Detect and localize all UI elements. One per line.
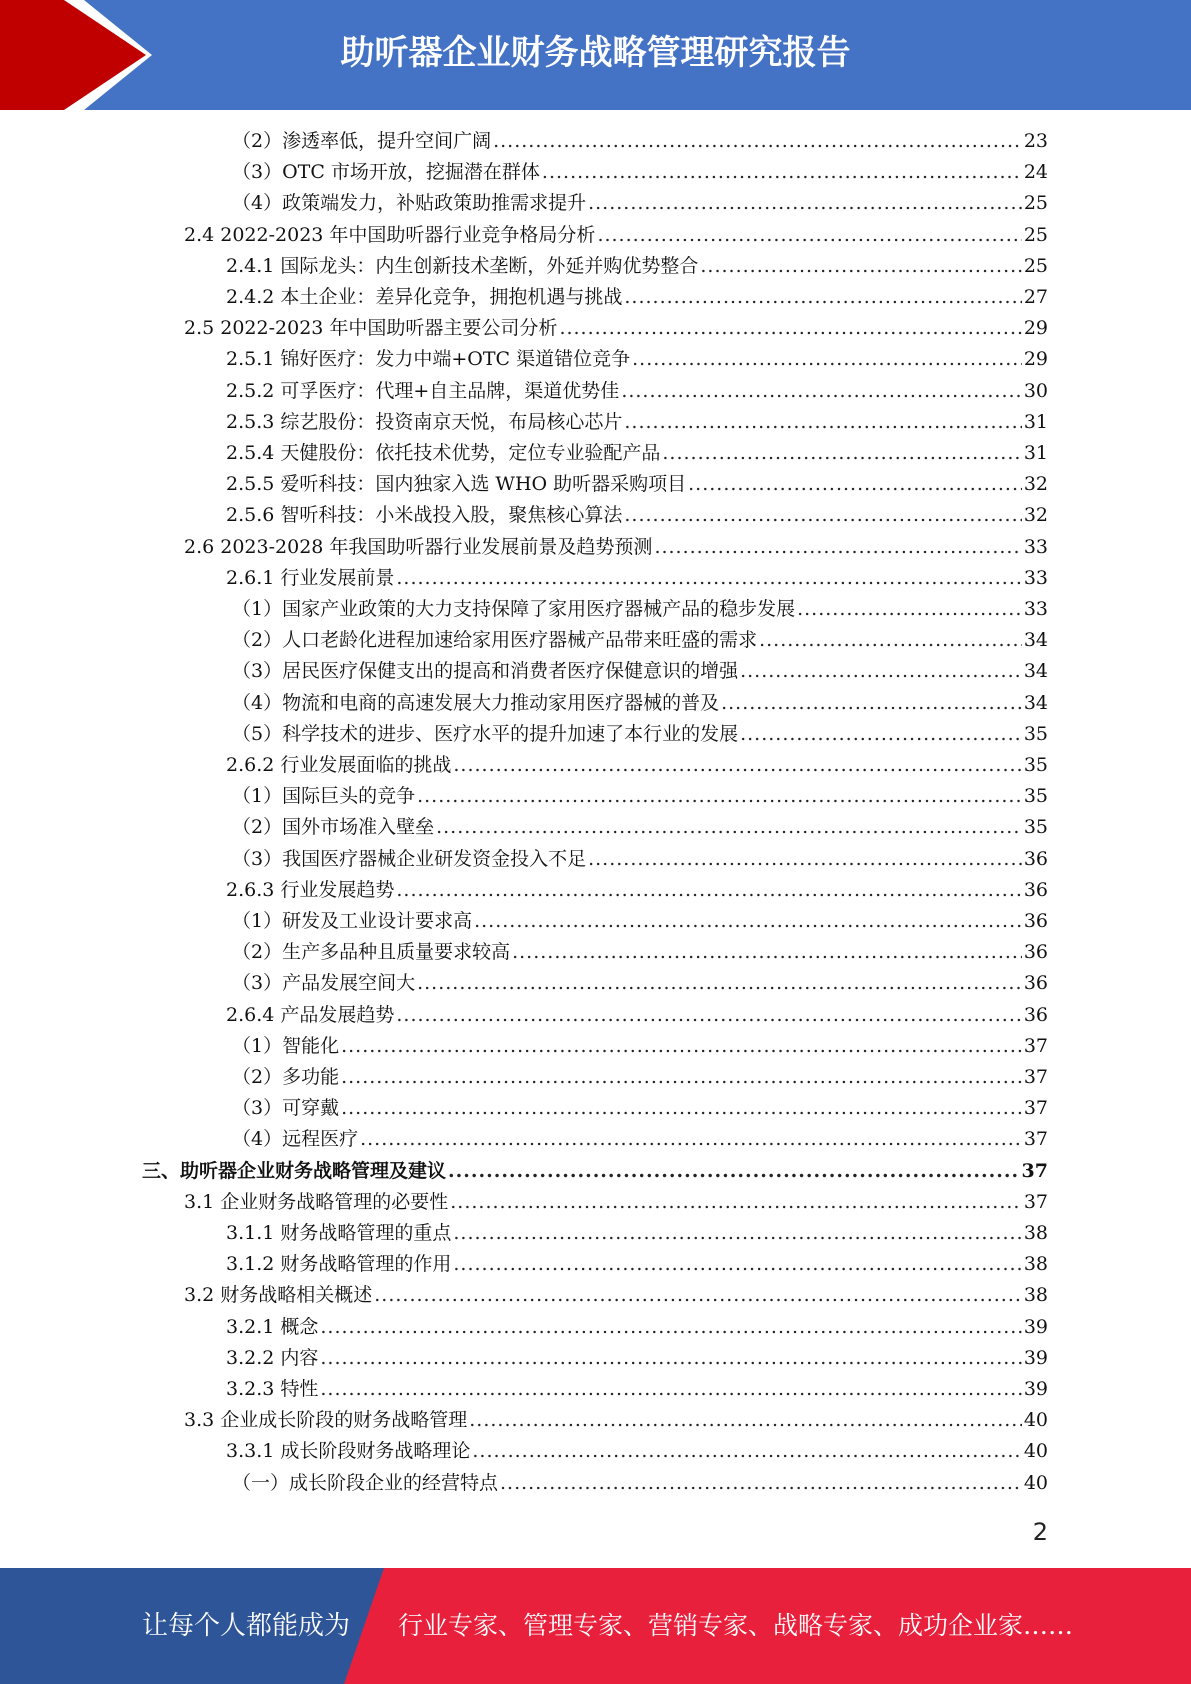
toc-entry[interactable] xyxy=(232,1468,1048,1499)
toc-leader-dots xyxy=(450,1187,1022,1218)
toc-leader-dots xyxy=(469,1405,1022,1436)
toc-entry[interactable] xyxy=(184,1405,1048,1436)
toc-entry[interactable] xyxy=(142,1156,1048,1187)
toc-entry[interactable] xyxy=(232,126,1048,157)
toc-entry[interactable] xyxy=(226,407,1048,438)
toc-entry-page: 40 xyxy=(1023,1409,1048,1432)
toc-entry[interactable] xyxy=(226,376,1048,407)
toc-leader-dots xyxy=(396,875,1021,906)
toc-entry-title: （1）国际巨头的竞争 xyxy=(232,785,416,808)
toc-leader-dots xyxy=(396,563,1021,594)
toc-entry-title: 2.5.2 可孚医疗：代理+自主品牌，渠道优势佳 xyxy=(226,379,620,402)
toc-entry-page: 35 xyxy=(1023,785,1048,808)
toc-entry-title: （5）科学技术的进步、医疗水平的提升加速了本行业的发展 xyxy=(232,722,739,745)
toc-entry[interactable] xyxy=(184,313,1048,344)
toc-entry-title: （2）国外市场准入壁垒 xyxy=(232,816,435,839)
toc-leader-dots xyxy=(374,1280,1022,1311)
toc-entry[interactable] xyxy=(232,937,1048,968)
toc-entry-page: 35 xyxy=(1023,816,1048,839)
toc-entry[interactable] xyxy=(232,781,1048,812)
toc-entry-title: （2）多功能 xyxy=(232,1066,340,1088)
page-header xyxy=(0,0,1191,110)
toc-entry-page: 40 xyxy=(1023,1440,1048,1463)
toc-entry[interactable] xyxy=(184,532,1048,563)
toc-entry-title: 2.6.3 行业发展趋势 xyxy=(226,878,395,901)
toc-leader-dots xyxy=(588,188,1022,219)
toc-entry-page: 37 xyxy=(1021,1159,1048,1182)
toc-entry-page: 37 xyxy=(1023,1097,1048,1120)
toc-entry-page: 34 xyxy=(1023,691,1048,714)
toc-entry-title: 3.2.2 内容 xyxy=(226,1346,319,1369)
footer-slogan-left: 让每个人都能成为 xyxy=(142,1611,351,1641)
toc-entry-page: 37 xyxy=(1023,1190,1048,1213)
toc-entry-title: （一）成长阶段企业的经营特点 xyxy=(232,1471,499,1494)
toc-entry-page: 35 xyxy=(1023,754,1048,776)
toc-leader-dots xyxy=(341,1031,1022,1062)
toc-entry[interactable] xyxy=(232,906,1048,937)
toc-entry[interactable] xyxy=(226,1374,1048,1405)
toc-entry-title: （1）国家产业政策的大力支持保障了家用医疗器械产品的稳步发展 xyxy=(232,598,796,620)
toc-leader-dots xyxy=(453,1218,1021,1249)
toc-entry-page: 32 xyxy=(1023,504,1048,527)
toc-entry-title: 2.5.6 智听科技：小米战投入股，聚焦核心算法 xyxy=(226,504,623,527)
toc-entry-page: 25 xyxy=(1023,223,1048,246)
toc-entry-page: 24 xyxy=(1023,161,1048,184)
toc-leader-dots xyxy=(588,844,1022,875)
toc-entry[interactable] xyxy=(232,188,1048,219)
toc-entry[interactable] xyxy=(226,875,1048,906)
toc-entry-title: 2.4.1 国际龙头：内生创新技术垄断，外延并购优势整合 xyxy=(226,254,699,277)
toc-entry-title: 3.3 企业成长阶段的财务战略管理 xyxy=(184,1409,468,1432)
toc-entry-title: （4）远程医疗 xyxy=(232,1128,359,1151)
toc-entry-title: （1）研发及工业设计要求高 xyxy=(232,910,473,932)
toc-entry[interactable] xyxy=(226,1312,1048,1343)
toc-entry[interactable] xyxy=(232,656,1048,687)
toc-leader-dots xyxy=(624,282,1021,313)
toc-leader-dots xyxy=(360,1124,1022,1155)
toc-leader-dots xyxy=(632,344,1022,375)
report-title: 助听器企业财务战略管理研究报告 xyxy=(340,33,851,73)
toc-entry[interactable] xyxy=(226,563,1048,594)
toc-entry[interactable] xyxy=(226,469,1048,500)
toc-leader-dots xyxy=(341,1062,1022,1093)
toc-entry-page: 33 xyxy=(1023,598,1048,620)
toc-entry-title: 2.6.2 行业发展面临的挑战 xyxy=(226,754,452,776)
footer-slogan-right: 行业专家、管理专家、营销专家、战略专家、成功企业家…… xyxy=(398,1611,1074,1640)
toc-leader-dots xyxy=(624,407,1021,438)
toc-entry[interactable] xyxy=(226,1436,1048,1467)
toc-entry-title: （3）可穿戴 xyxy=(232,1097,340,1120)
toc-entry-title: （3）OTC 市场开放，挖掘潜在群体 xyxy=(232,161,540,184)
toc-entry[interactable] xyxy=(184,1187,1048,1218)
toc-leader-dots xyxy=(740,719,1022,750)
toc-entry-page: 25 xyxy=(1023,254,1048,277)
toc-leader-dots xyxy=(624,500,1021,531)
toc-entry-title: （2）渗透率低，提升空间广阔 xyxy=(232,130,492,152)
toc-entry-title: 3.2.3 特性 xyxy=(226,1378,319,1400)
toc-entry-title: 2.5.3 综艺股份：投资南京天悦，布局核心芯片 xyxy=(226,410,623,433)
toc-entry-title: 2.5.5 爱听科技：国内独家入选 WHO 助听器采购项目 xyxy=(226,473,687,496)
toc-entry-title: 2.4 2022-2023 年中国助听器行业竞争格局分析 xyxy=(184,223,596,246)
toc-entry-page: 39 xyxy=(1023,1315,1048,1338)
toc-entry-title: 2.5.4 天健股份：依托技术优势，定位专业验配产品 xyxy=(226,442,661,464)
toc-entry-page: 30 xyxy=(1023,379,1048,402)
toc-leader-dots xyxy=(493,126,1022,157)
toc-entry[interactable] xyxy=(232,625,1048,656)
toc-leader-dots xyxy=(341,1093,1022,1124)
toc-entry[interactable] xyxy=(232,1062,1048,1093)
toc-entry-title: （4）政策端发力，补贴政策助推需求提升 xyxy=(232,192,587,215)
toc-entry[interactable] xyxy=(184,220,1048,251)
toc-leader-dots xyxy=(621,376,1022,407)
toc-entry[interactable] xyxy=(232,688,1048,719)
toc-entry-page: 34 xyxy=(1023,660,1048,683)
toc-entry[interactable] xyxy=(226,1000,1048,1031)
toc-entry-title: 2.5 2022-2023 年中国助听器主要公司分析 xyxy=(184,317,558,340)
toc-entry-title: 3.1.1 财务战略管理的重点 xyxy=(226,1222,452,1244)
toc-entry-page: 39 xyxy=(1023,1346,1048,1369)
toc-entry-page: 29 xyxy=(1023,317,1048,340)
toc-entry[interactable] xyxy=(226,438,1048,469)
toc-entry-page: 37 xyxy=(1023,1066,1048,1088)
toc-entry-page: 27 xyxy=(1023,286,1048,308)
toc-entry[interactable] xyxy=(232,594,1048,625)
toc-entry[interactable] xyxy=(232,1031,1048,1062)
toc-leader-dots xyxy=(500,1468,1022,1499)
toc-leader-dots xyxy=(474,906,1022,937)
toc-entry-page: 39 xyxy=(1023,1378,1048,1400)
toc-leader-dots xyxy=(436,812,1022,843)
page-number: 2 xyxy=(1032,1518,1048,1546)
toc-entry-page: 35 xyxy=(1023,722,1048,745)
toc-leader-dots xyxy=(654,532,1021,563)
toc-entry-page: 31 xyxy=(1023,410,1048,433)
toc-leader-dots xyxy=(472,1436,1021,1467)
toc-entry-title: （2）人口老龄化进程加速给家用医疗器械产品带来旺盛的需求 xyxy=(232,629,758,652)
toc-entry[interactable] xyxy=(226,500,1048,531)
toc-entry-title: 3.2 财务战略相关概述 xyxy=(184,1284,373,1307)
toc-leader-dots xyxy=(597,220,1021,251)
toc-entry[interactable] xyxy=(226,1249,1048,1280)
toc-entry[interactable] xyxy=(232,1124,1048,1155)
toc-leader-dots xyxy=(542,157,1022,188)
toc-entry-title: （4）物流和电商的高速发展大力推动家用医疗器械的普及 xyxy=(232,691,720,714)
page-footer xyxy=(0,1568,1191,1684)
toc-entry[interactable] xyxy=(226,251,1048,282)
toc-entry-title: 2.6.1 行业发展前景 xyxy=(226,566,395,589)
toc-leader-dots xyxy=(448,1156,1020,1187)
toc-entry-title: （3）居民医疗保健支出的提高和消费者医疗保健意识的增强 xyxy=(232,660,739,683)
toc-entry-page: 38 xyxy=(1023,1284,1048,1307)
toc-entry-page: 33 xyxy=(1023,535,1048,558)
toc-entry-page: 36 xyxy=(1023,941,1048,964)
toc-entry-title: 2.5.1 锦好医疗：发力中端+OTC 渠道错位竞争 xyxy=(226,348,631,371)
toc-entry-page: 36 xyxy=(1023,847,1048,870)
toc-entry[interactable] xyxy=(226,1343,1048,1374)
toc-entry[interactable] xyxy=(232,968,1048,999)
toc-leader-dots xyxy=(662,438,1021,469)
toc-leader-dots xyxy=(740,656,1022,687)
toc-entry[interactable] xyxy=(232,719,1048,750)
toc-leader-dots xyxy=(396,1000,1021,1031)
toc-leader-dots xyxy=(759,625,1022,656)
toc-entry-page: 29 xyxy=(1023,348,1048,371)
toc-entry-title: （1）智能化 xyxy=(232,1034,340,1057)
toc-entry-page: 23 xyxy=(1023,130,1048,152)
toc-leader-dots xyxy=(688,469,1022,500)
toc-entry-page: 33 xyxy=(1023,566,1048,589)
toc-entry-page: 37 xyxy=(1023,1034,1048,1057)
toc-entry-title: 3.2.1 概念 xyxy=(226,1315,319,1338)
toc-entry-page: 32 xyxy=(1023,473,1048,496)
toc-entry[interactable] xyxy=(226,1218,1048,1249)
toc-entry[interactable] xyxy=(232,844,1048,875)
toc-entry-page: 31 xyxy=(1023,442,1048,464)
toc-entry[interactable] xyxy=(232,157,1048,188)
toc-entry-title: 2.6.4 产品发展趋势 xyxy=(226,1003,395,1026)
toc-leader-dots xyxy=(453,750,1021,781)
toc-entry-title: （2）生产多品种且质量要求较高 xyxy=(232,941,511,964)
toc-entry-page: 34 xyxy=(1023,629,1048,652)
toc-entry-title: （3）我国医疗器械企业研发资金投入不足 xyxy=(232,847,587,870)
toc-entry[interactable] xyxy=(184,1280,1048,1311)
toc-entry-page: 25 xyxy=(1023,192,1048,215)
toc-entry[interactable] xyxy=(226,344,1048,375)
toc-entry-title: 3.1.2 财务战略管理的作用 xyxy=(226,1253,452,1276)
toc-entry-title: 2.4.2 本土企业：差异化竞争，拥抱机遇与挑战 xyxy=(226,286,623,308)
toc-entry-page: 36 xyxy=(1023,972,1048,995)
toc-entry-page: 37 xyxy=(1023,1128,1048,1151)
toc-entry[interactable] xyxy=(232,1093,1048,1124)
toc-leader-dots xyxy=(512,937,1022,968)
toc-entry[interactable] xyxy=(226,750,1048,781)
toc-leader-dots xyxy=(417,781,1022,812)
toc-leader-dots xyxy=(559,313,1021,344)
toc-entry-title: 三、助听器企业财务战略管理及建议 xyxy=(142,1159,447,1182)
toc-entry[interactable] xyxy=(226,282,1048,313)
toc-leader-dots xyxy=(700,251,1021,282)
toc-leader-dots xyxy=(453,1249,1021,1280)
toc-entry-page: 38 xyxy=(1023,1253,1048,1276)
toc-entry[interactable] xyxy=(232,812,1048,843)
toc-entry-page: 40 xyxy=(1023,1471,1048,1494)
toc-leader-dots xyxy=(417,968,1022,999)
toc-leader-dots xyxy=(797,594,1022,625)
toc-entry-page: 36 xyxy=(1023,910,1048,932)
toc-entry-title: （3）产品发展空间大 xyxy=(232,972,416,995)
toc-leader-dots xyxy=(320,1343,1021,1374)
toc-leader-dots xyxy=(320,1374,1021,1405)
toc-entry-page: 38 xyxy=(1023,1222,1048,1244)
toc-leader-dots xyxy=(721,688,1022,719)
toc-entry-title: 2.6 2023-2028 年我国助听器行业发展前景及趋势预测 xyxy=(184,535,653,558)
toc-leader-dots xyxy=(320,1312,1021,1343)
toc-entry-title: 3.3.1 成长阶段财务战略理论 xyxy=(226,1440,471,1463)
toc-entry-page: 36 xyxy=(1023,878,1048,901)
toc-entry-page: 36 xyxy=(1023,1003,1048,1026)
toc-entry-title: 3.1 企业财务战略管理的必要性 xyxy=(184,1190,449,1213)
